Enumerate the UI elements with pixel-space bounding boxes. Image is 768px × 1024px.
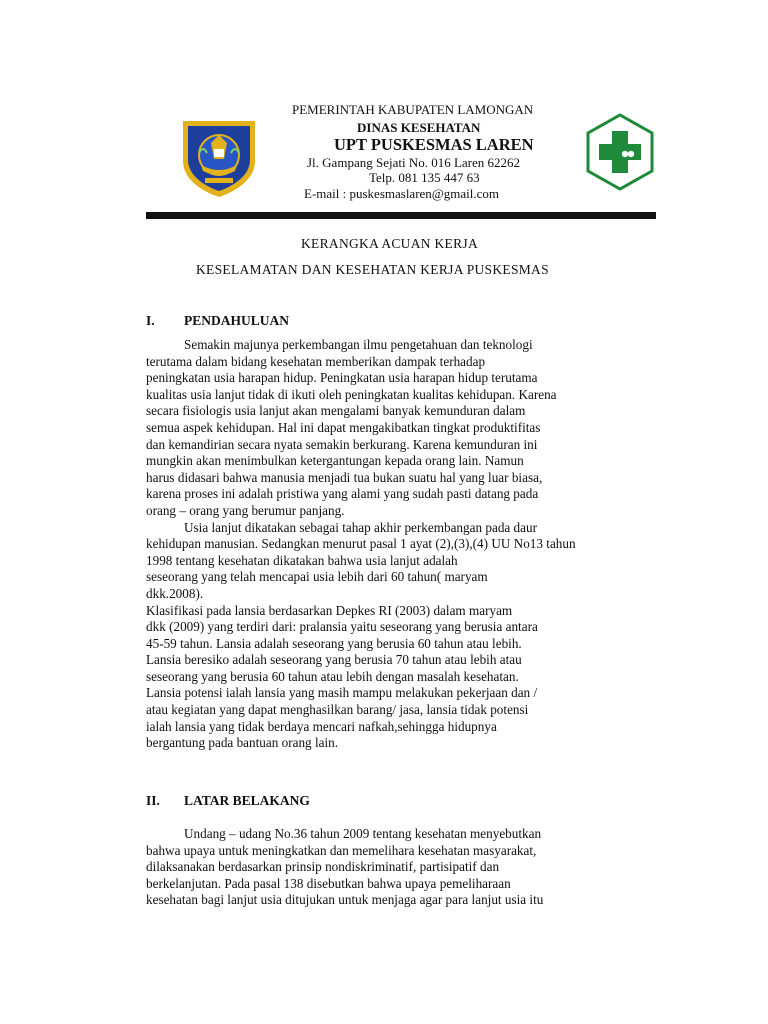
phone-line: Telp. 081 135 447 63 <box>369 170 480 185</box>
paragraph-line: kesehatan bagi lanjut usia ditujukan untuk menjaga agar para lanjut usia itu <box>146 892 544 908</box>
paragraph-line: Usia lanjut dikatakan sebagai tahap akhir perkembangan pada daur <box>184 519 537 535</box>
document-title: KERANGKA ACUAN KERJA <box>301 236 479 251</box>
paragraph-line: kualitas usia lanjut tidak di ikuti oleh peningkatan kualitas kehidupan. Karena <box>146 386 557 402</box>
department-name: DINAS KESEHATAN <box>357 120 481 135</box>
paragraph-line: semua aspek kehidupan. Hal ini dapat mengakibatkan tingkat produktifitas <box>146 419 541 435</box>
paragraph-line: bergantung pada bantuan orang lain. <box>146 735 339 751</box>
letterhead-divider <box>146 212 656 219</box>
paragraph-line: orang – orang yang berumur panjang. <box>146 502 345 518</box>
paragraph-line: Klasifikasi pada lansia berdasarkan Depkes RI (2003) dalam maryam <box>146 602 513 618</box>
organization-name: UPT PUSKESMAS LAREN <box>334 135 534 154</box>
paragraph-line: Lansia potensi ialah lansia yang masih mampu melakukan pekerjaan dan / <box>146 685 538 701</box>
paragraph-line: dan kemandirian secara nyata semakin berkurang. Karena kemunduran ini <box>146 436 538 452</box>
section-body <box>146 337 626 752</box>
document-subtitle: KESELAMATAN DAN KESEHATAN KERJA PUSKESMAS <box>196 262 549 277</box>
paragraph-line: ialah lansia yang tidak berdaya mencari nafkah,sehingga hidupnya <box>146 718 497 734</box>
paragraph-line: Semakin majunya perkembangan ilmu pengetahuan dan teknologi <box>184 337 533 352</box>
paragraph-line: Lansia beresiko adalah seseorang yang berusia 70 tahun atau lebih atau <box>146 652 522 668</box>
health-cross-logo-icon <box>585 113 655 191</box>
paragraph-line: harus didasari bahwa manusia menjadi tua bukan suatu hal yang luar biasa, <box>146 469 543 485</box>
paragraph-line: Undang – udang No.36 tahun 2009 tentang kesehatan menyebutkan <box>184 826 542 841</box>
paragraph-line: seseorang yang berusia 60 tahun atau lebih dengan masalah kesehatan. <box>146 668 519 684</box>
paragraph-line: terutama dalam bidang kesehatan memberikan dampak terhadap <box>146 353 486 369</box>
paragraph-line: kehidupan manusian. Sedangkan menurut pasal 1 ayat (2),(3),(4) UU No13 tahun <box>146 536 576 552</box>
section-heading: PENDAHULUAN <box>184 313 290 328</box>
email-line: E-mail : puskesmaslaren@gmail.com <box>304 186 500 201</box>
paragraph-line: karena proses ini adalah pristiwa yang alami yang sudah pasti datang pada <box>146 486 539 502</box>
section-number: I. <box>146 313 155 328</box>
paragraph-line: dkk.2008). <box>146 585 204 601</box>
government-name: PEMERINTAH KABUPATEN LAMONGAN <box>292 102 534 117</box>
paragraph-line: mungkin akan menimbulkan ketergantungan kepada orang lain. Namun <box>146 453 524 469</box>
paragraph-line: seseorang yang telah mencapai usia lebih dari 60 tahun( maryam <box>146 569 488 585</box>
paragraph-line: bahwa upaya untuk meningkatkan dan memelihara kesehatan masyarakat, <box>146 842 537 858</box>
paragraph-line: secara fisiologis usia lanjut akan mengalami banyak kemunduran dalam <box>146 403 526 419</box>
paragraph-line: 1998 tentang kesehatan dikatakan bahwa usia lanjut adalah <box>146 552 458 568</box>
paragraph-line: 45-59 tahun. Lansia adalah seseorang yang berusia 60 tahun atau lebih. <box>146 635 522 651</box>
paragraph-line: atau kegiatan yang dapat menghasilkan barang/ jasa, lansia tidak potensi <box>146 702 529 718</box>
paragraph-line: berkelanjutan. Pada pasal 138 disebutkan bahwa upaya pemeliharaan <box>146 875 511 891</box>
section-number: II. <box>146 793 160 808</box>
paragraph-line: dilaksanakan berdasarkan prinsip nondiskriminatif, partisipatif dan <box>146 859 500 875</box>
regency-emblem-icon <box>177 115 261 199</box>
section-heading: LATAR BELAKANG <box>184 793 310 808</box>
section-body <box>146 826 626 909</box>
paragraph-line: peningkatan usia harapan hidup. Peningkatan usia harapan hidup terutama <box>146 370 538 386</box>
address-line: Jl. Gampang Sejati No. 016 Laren 62262 <box>307 155 521 170</box>
paragraph-line: dkk (2009) yang terdiri dari: pralansia yaitu seseorang yang berusia antara <box>146 619 538 635</box>
